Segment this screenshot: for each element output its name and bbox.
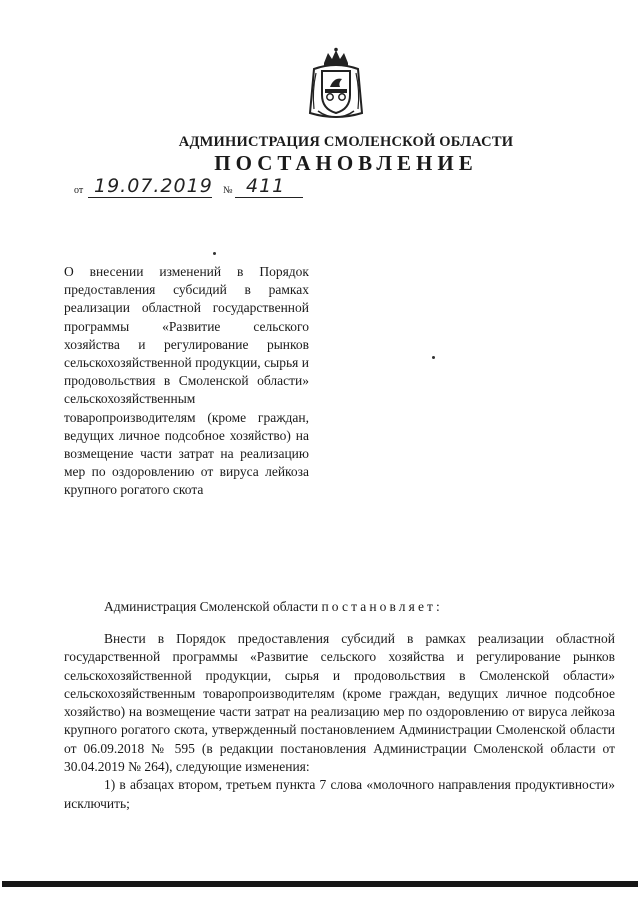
- body-paragraph: 1) в абзацах втором, третьем пункта 7 слова «молочного направления продуктивности» исключить;: [64, 777, 615, 811]
- number-handwritten: 411: [246, 175, 286, 197]
- body-paragraph: Внести в Порядок предоставления субсидий в рамках реализации областной государственной программы «Развитие сельского хозяйства и регулирование рынков сельскохозяйственной продукции, сырья и продовольствия в Смоленской области» сельскохозяйственным товаропроизводителям (кроме граждан, ведущих личное подсобное хозяйство) на возмещение части затрат на реализацию мер по оздоровлению от вируса лейкоза крупного рогатого скота, утвержденный постановлением Администрации Смоленской области от 06.09.2018 № 595 (в редакции постановления Администрации Смоленской области от 30.04.2019 № 264), следующие изменения:: [64, 631, 615, 775]
- scan-speck: [213, 252, 216, 255]
- document-subject: О внесении изменений в Порядок предоставления субсидий в рамках реализации областной государственной программы «Развитие сельского хозяйства и регулирование рынков сельскохозяйственной продукции, сырья и продовольствия в Смоленской области» сельскохозяйственным товаропроизводителям (кроме граждан, ведущих личное подсобное хозяйство) на возмещение части затрат на реализацию мер по оздоровлению от вируса лейкоза крупного рогатого скота: [64, 264, 309, 498]
- coat-of-arms-emblem: [304, 47, 368, 121]
- number-underline: [235, 197, 303, 198]
- organization-name: АДМИНИСТРАЦИЯ СМОЛЕНСКОЙ ОБЛАСТИ: [178, 134, 514, 150]
- document-type: ПОСТАНОВЛЕНИЕ: [214, 151, 478, 175]
- number-label: №: [223, 185, 233, 196]
- date-label: от: [74, 185, 84, 196]
- document-date-number-line: [74, 172, 314, 198]
- date-underline: [88, 197, 212, 198]
- preamble-resolves: постановляет:: [321, 599, 443, 614]
- scan-bottom-edge: [2, 881, 638, 887]
- scan-speck: [432, 356, 435, 359]
- preamble-text: Администрация Смоленской области: [104, 599, 319, 614]
- preamble: [104, 599, 443, 615]
- document-body: [64, 630, 615, 813]
- date-handwritten: 19.07.2019: [94, 175, 213, 197]
